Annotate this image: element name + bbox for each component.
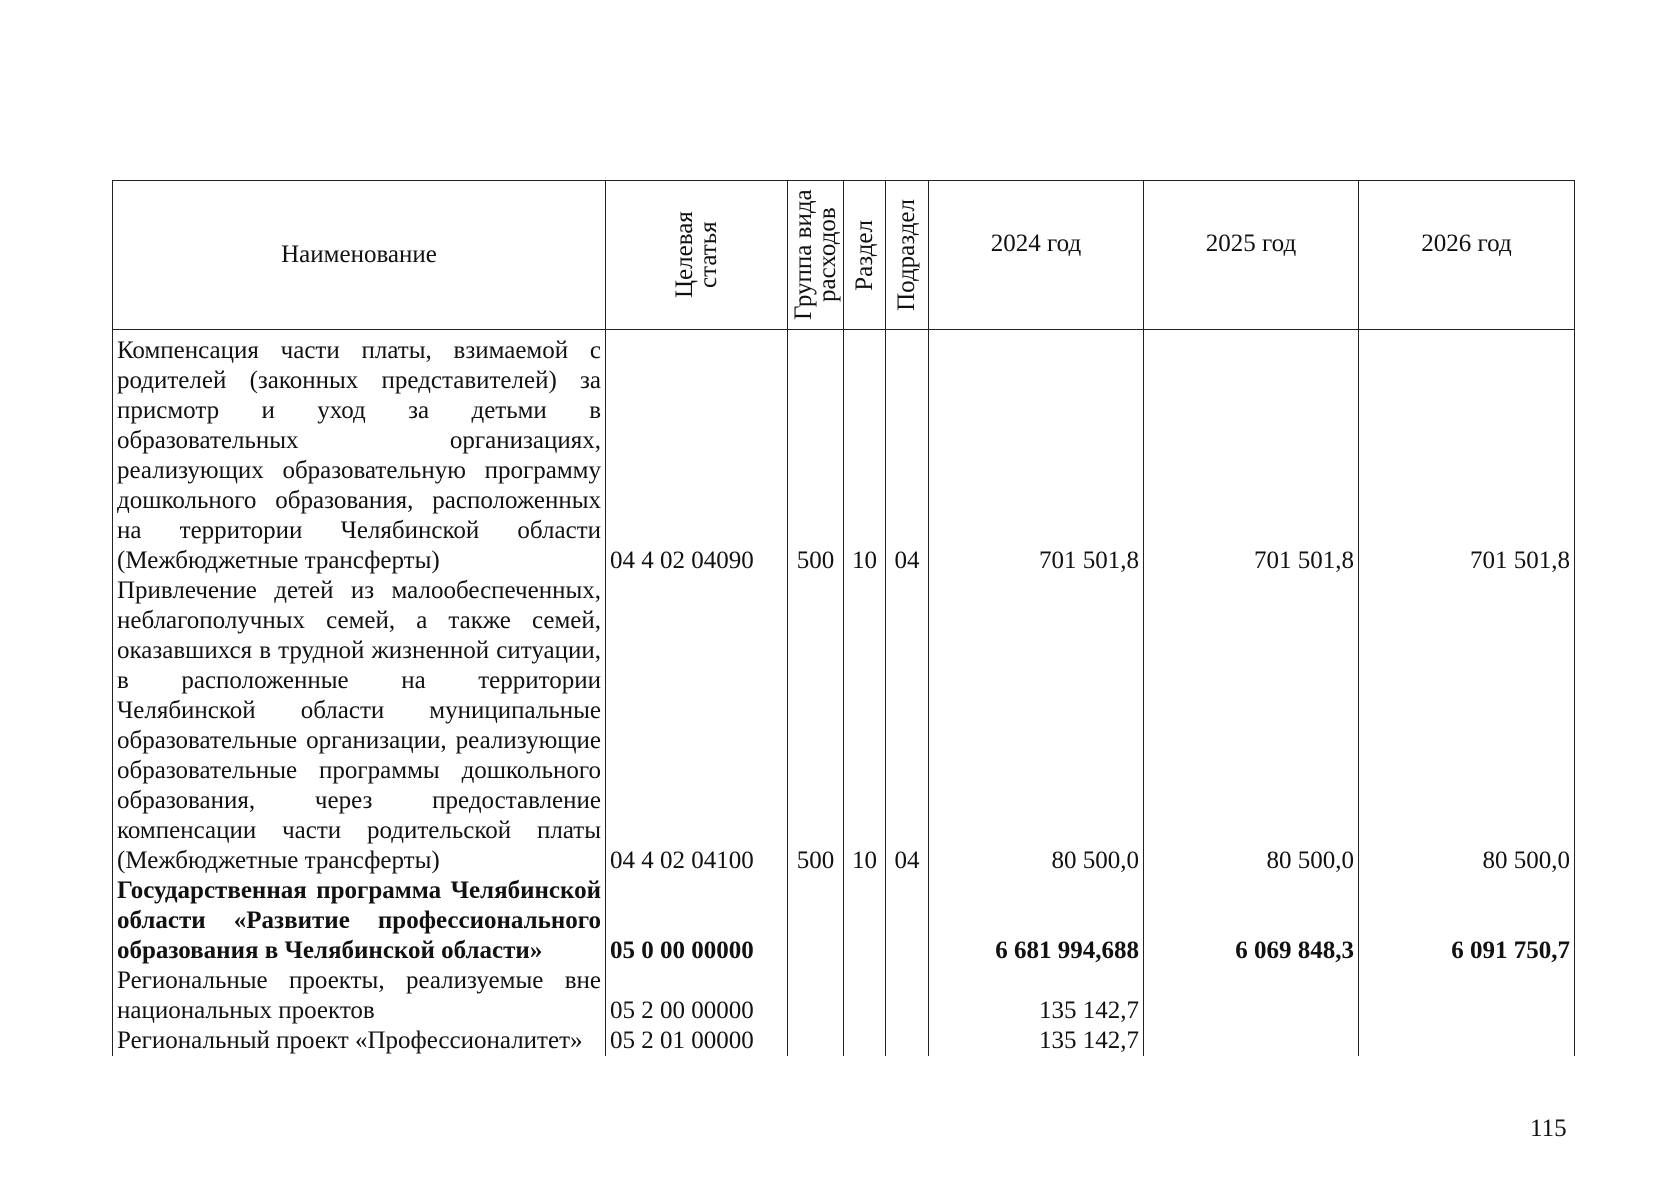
- header-section: Раздел: [844, 181, 886, 330]
- table-row: [113, 330, 1575, 577]
- row-amount-2024: 6 681 994,688: [929, 876, 1144, 966]
- row-expense-group: [788, 966, 844, 1026]
- row-target-article: 04 4 02 04100: [606, 576, 788, 876]
- row-name: Государственная программа Челябинской области «Развитие профессионального образования в Челябинской области»: [113, 876, 606, 966]
- row-section: [844, 1026, 886, 1056]
- header-target-article: Целевая статья: [606, 181, 788, 330]
- row-amount-2026: 80 500,0: [1359, 576, 1575, 876]
- row-amount-2024: 80 500,0: [929, 576, 1144, 876]
- row-subsection: [886, 876, 929, 966]
- row-subsection: 04: [886, 576, 929, 876]
- row-amount-2025: [1144, 1026, 1359, 1056]
- row-amount-2026: [1359, 966, 1575, 1026]
- table-row: [113, 1026, 1575, 1056]
- table-header-row: [113, 181, 1575, 330]
- header-name: Наименование: [113, 181, 606, 330]
- header-subsection: Подраздел: [886, 181, 929, 330]
- row-target-article: 05 2 01 00000: [606, 1026, 788, 1056]
- header-year-2024: 2024 год: [929, 181, 1144, 330]
- row-name: Региональные проекты, реализуемые вне национальных проектов: [113, 966, 606, 1026]
- header-expense-group: Группа вида расходов: [788, 181, 844, 330]
- row-amount-2025: 701 501,8: [1144, 330, 1359, 577]
- table-row: [113, 876, 1575, 966]
- row-amount-2025: 6 069 848,3: [1144, 876, 1359, 966]
- row-target-article: 04 4 02 04090: [606, 330, 788, 577]
- row-subsection: [886, 966, 929, 1026]
- row-amount-2025: [1144, 966, 1359, 1026]
- row-target-article: 05 2 00 00000: [606, 966, 788, 1026]
- row-subsection: 04: [886, 330, 929, 577]
- row-name: Региональный проект «Профессионалитет»: [113, 1026, 606, 1056]
- budget-table: [112, 180, 1575, 1056]
- row-expense-group: 500: [788, 576, 844, 876]
- page-number: 115: [1530, 1115, 1567, 1142]
- row-amount-2024: 701 501,8: [929, 330, 1144, 577]
- row-amount-2026: [1359, 1026, 1575, 1056]
- row-section: [844, 966, 886, 1026]
- row-section: 10: [844, 330, 886, 577]
- row-amount-2024: 135 142,7: [929, 1026, 1144, 1056]
- row-target-article: 05 0 00 00000: [606, 876, 788, 966]
- row-amount-2025: 80 500,0: [1144, 576, 1359, 876]
- table-row: [113, 966, 1575, 1026]
- header-year-2026: 2026 год: [1359, 181, 1575, 330]
- row-subsection: [886, 1026, 929, 1056]
- row-expense-group: [788, 876, 844, 966]
- row-name: Компенсация части платы, взимаемой с родителей (законных представителей) за присмотр и уход за детьми в образовательных организациях, реализующих образовательную программу дошкольного образования, расположенных на территории Челябинской области (Межбюджетные трансферты): [113, 330, 606, 577]
- row-section: [844, 876, 886, 966]
- row-section: 10: [844, 576, 886, 876]
- row-name: Привлечение детей из малообеспеченных, неблагополучных семей, а также семей, оказавшихся в трудной жизненной ситуации, в расположенные на территории Челябинской области муниципальные образовательные организации, реализующие образовательные программы дошкольного образования, через предоставление компенсации части родительской платы (Межбюджетные трансферты): [113, 576, 606, 876]
- row-amount-2026: 701 501,8: [1359, 330, 1575, 577]
- header-year-2025: 2025 год: [1144, 181, 1359, 330]
- row-expense-group: 500: [788, 330, 844, 577]
- row-amount-2026: 6 091 750,7: [1359, 876, 1575, 966]
- row-expense-group: [788, 1026, 844, 1056]
- row-amount-2024: 135 142,7: [929, 966, 1144, 1026]
- table-row: [113, 576, 1575, 876]
